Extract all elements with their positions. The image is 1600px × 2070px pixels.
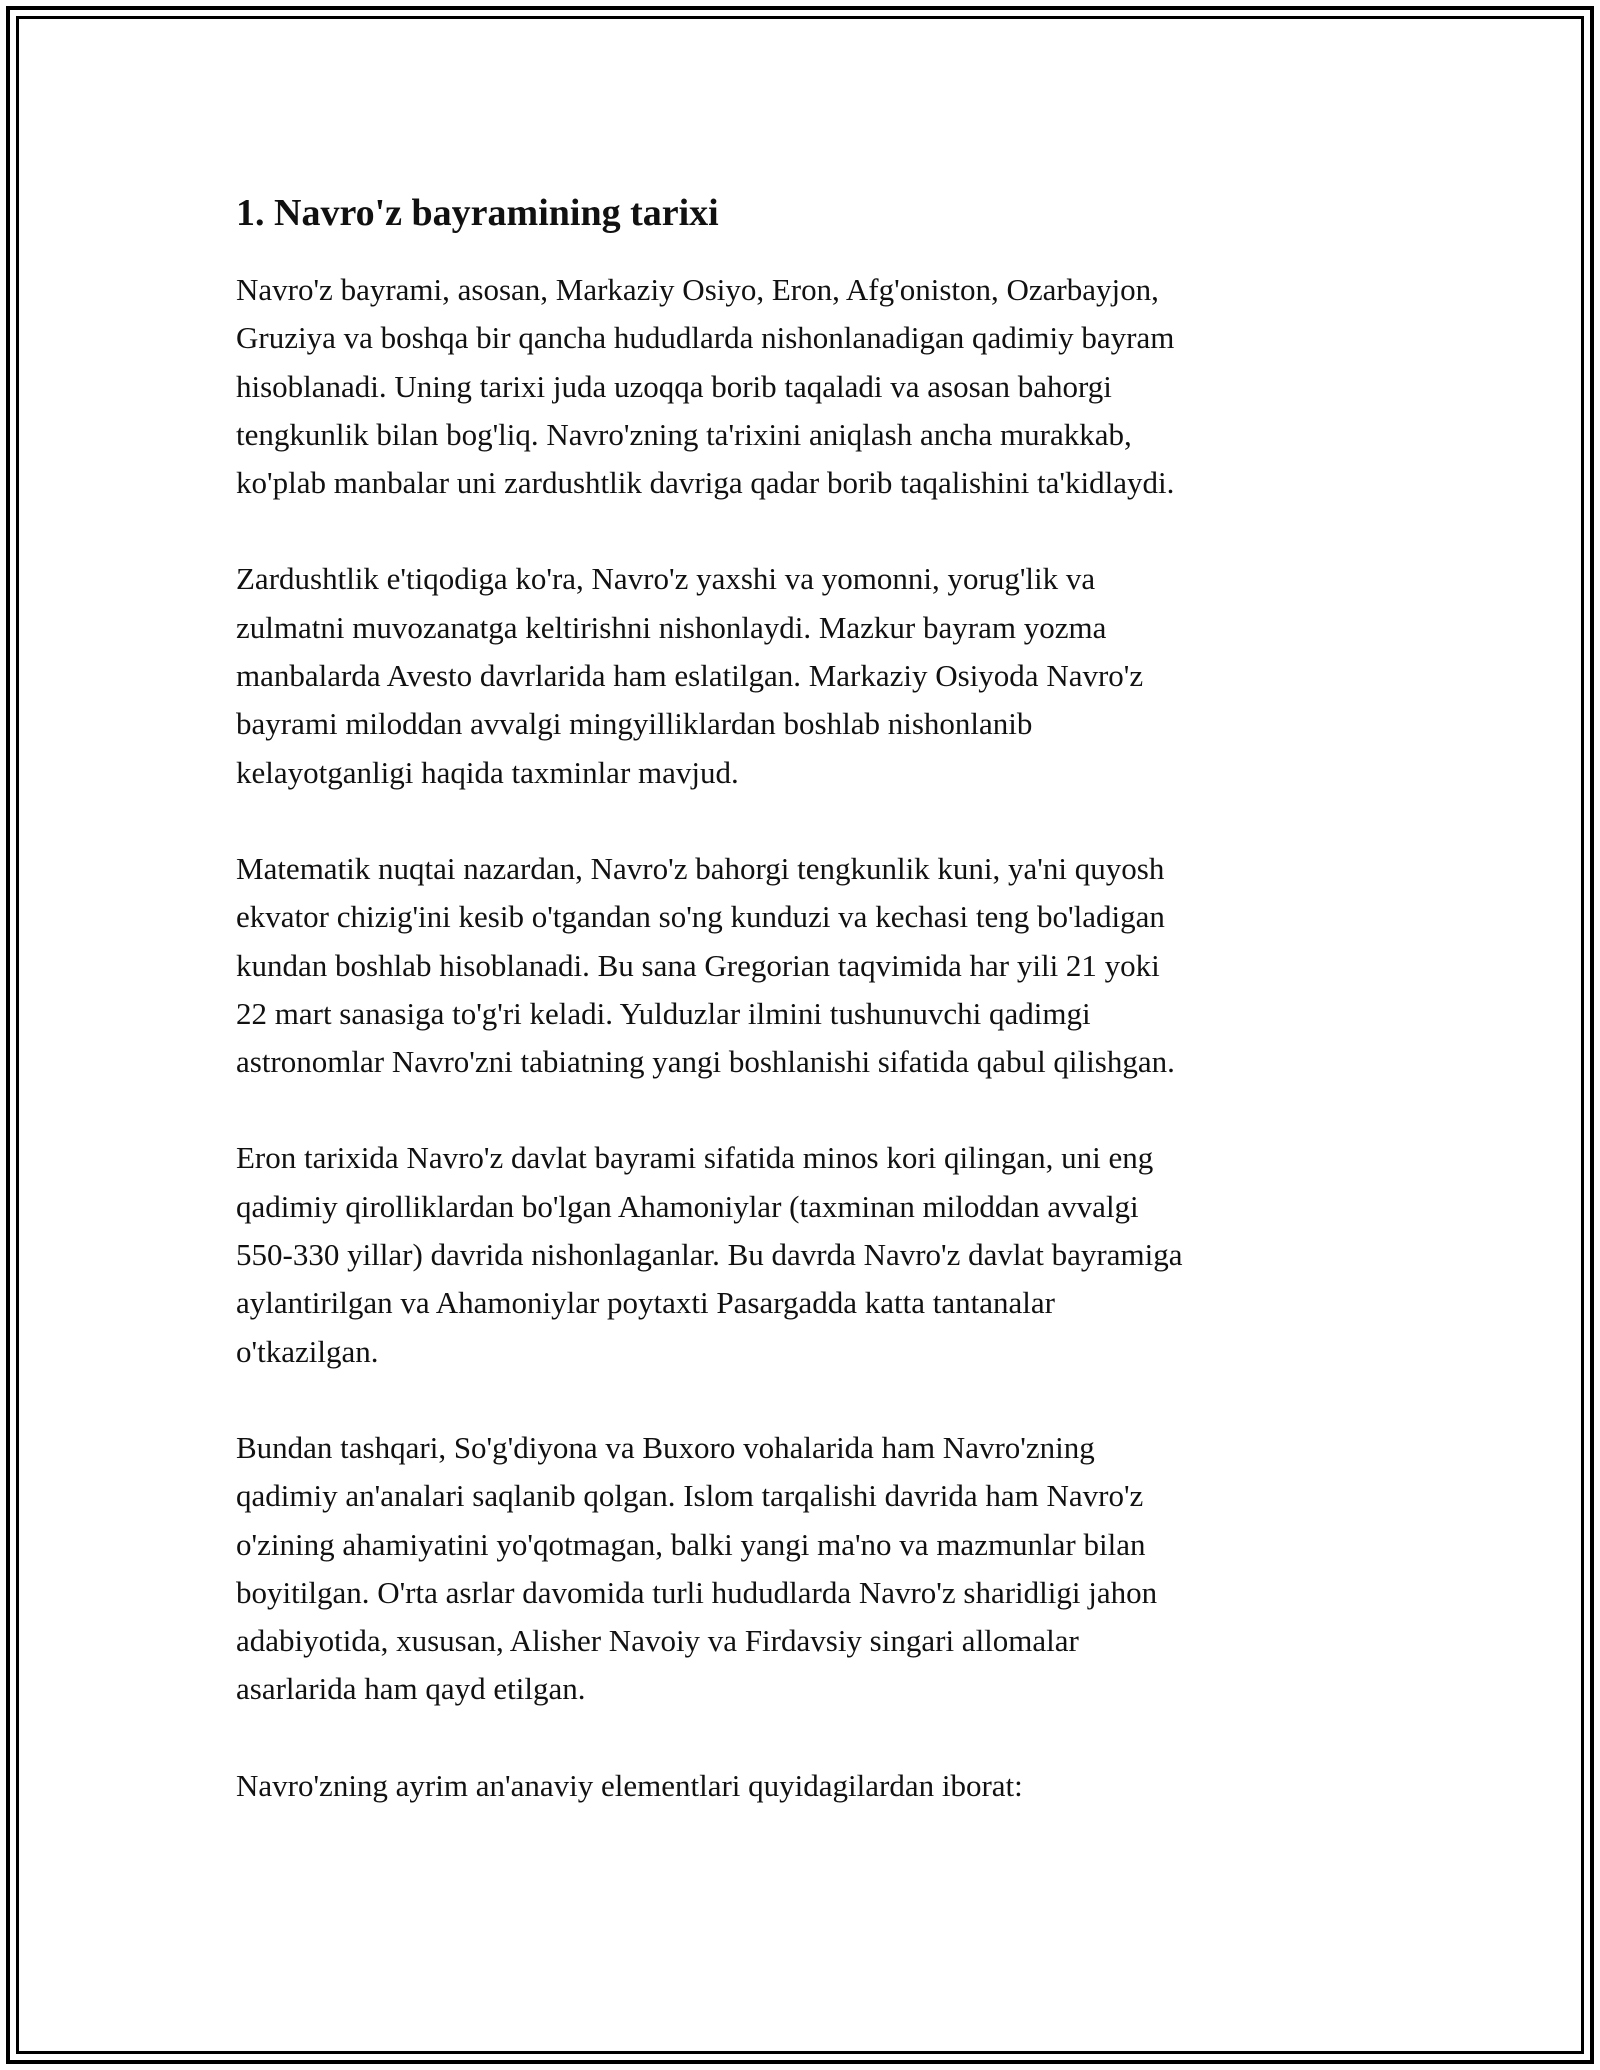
paragraph-2: Zardushtlik e'tiqodiga ko'ra, Navro'z yaxshi va yomonni, yorug'lik va zulmatni muvozanatga keltirishni nishonlaydi. Mazkur bayram yozma manbalarda Avesto davrlarida ham eslatilgan. Markaziy Osiyoda Navro'z bayrami miloddan avvalgi mingyilliklardan boshlab nishonlanib kelayotganligi haqida taxminlar mavjud.: [236, 561, 1144, 790]
paragraph-6: Navro'zning ayrim an'anaviy elementlari quyidagilardan iborat:: [236, 1767, 1023, 1803]
paragraph-3: Matematik nuqtai nazardan, Navro'z bahorgi tengkunlik kuni, ya'ni quyosh ekvator chizig'ini kesib o'tgandan so'ng kunduzi va kechasi teng bo'ladigan kundan boshlab hisoblanadi. Bu sana Gregorian taqvimida har yili 21 yoki 22 mart sanasiga to'g'ri keladi. Yulduzlar ilmini tushunuvchi qadimgi astronomlar Navro'zni tabiatning yangi boshlanishi sifatida qabul qilishgan.: [236, 850, 1175, 1080]
paragraph-5: Bundan tashqari, So'g'diyona va Buxoro vohalarida ham Navro'zning qadimiy an'analari saqlanib qolgan. Islom tarqalishi davrida ham Navro'z o'zining ahamiyatini yo'qotmagan, balki yangi ma'no va mazmunlar bilan boyitilgan. O'rta asrlar davomida turli hududlarda Navro'z sharidligi jahon adabiyotida, xususan, Alisher Navoiy va Firdavsiy singari allomalar asarlarida ham qayd etilgan.: [236, 1429, 1158, 1707]
paragraph-1: Navro'z bayrami, asosan, Markaziy Osiyo, Eron, Afg'oniston, Ozarbayjon, Gruziya va boshqa bir qancha hududlarda nishonlanadigan qadimiy bayram hisoblanadi. Uning tarixi juda uzoqqa borib taqaladi va asosan bahorgi tengkunlik bilan bog'liq. Navro'zning ta'rixini aniqlash ancha murakkab, ko'plab manbalar uni zardushtlik davriga qadar borib taqalishini ta'kidlaydi.: [236, 272, 1175, 501]
document-body: [236, 186, 1386, 1810]
paragraph-4: Eron tarixida Navro'z davlat bayrami sifatida minos kori qilingan, uni eng qadimiy qirolliklardan bo'lgan Ahamoniylar (taxminan miloddan avvalgi 550-330 yillar) davrida nishonlaganlar. Bu davrda Navro'z davlat bayramiga aylantirilgan va Ahamoniylar poytaxti Pasargadda katta tantanalar o'tkazilgan.: [236, 1140, 1183, 1369]
section-heading: 1. Navro'z bayramining tarixi: [236, 192, 719, 234]
